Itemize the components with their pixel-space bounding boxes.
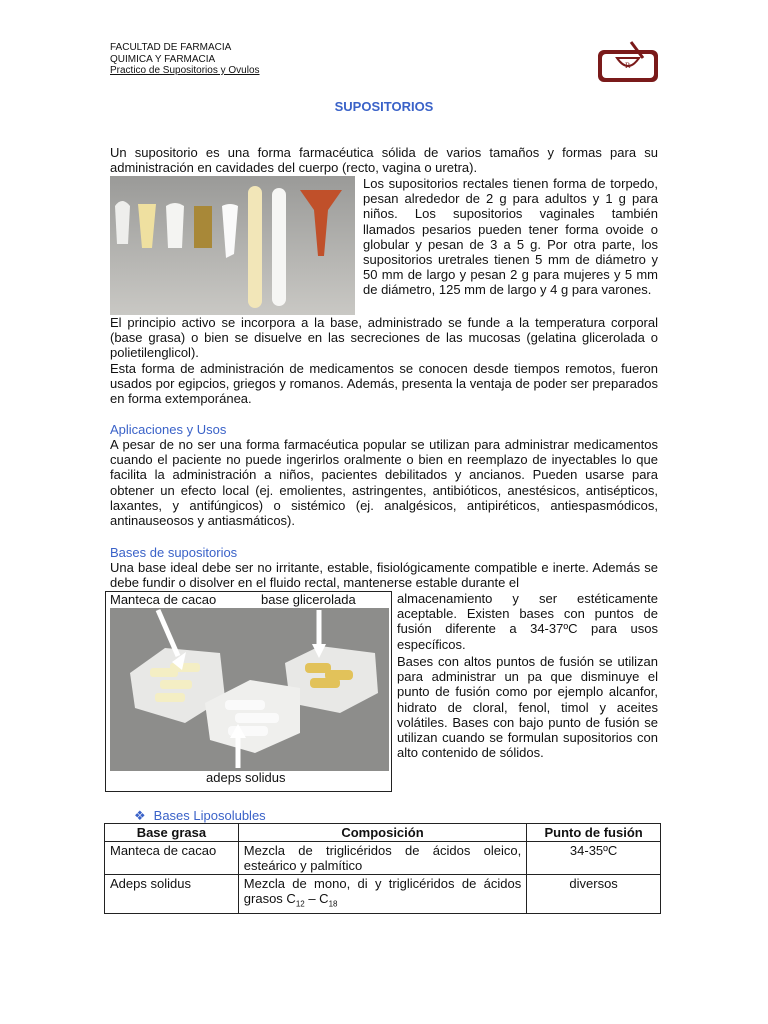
- liposolubles-heading: [134, 808, 266, 824]
- pharmacy-logo: [597, 40, 659, 83]
- header-block: [110, 42, 260, 77]
- page-title: SUPOSITORIOS: [334, 99, 434, 114]
- column-header: Base grasa: [105, 824, 239, 842]
- cell-base: Adeps solidus: [105, 875, 239, 914]
- cell-composicion: [238, 875, 526, 914]
- bases-heading: Bases de supositorios: [110, 545, 238, 560]
- header-course: Practico de Supositorios y Ovulos: [110, 65, 260, 76]
- label-base-glicerolada: base glicerolada: [261, 592, 356, 607]
- logo-rx: R: [625, 61, 631, 70]
- intro-paragraph-4: Esta forma de administración de medicamentos se conocen desde tiempos remotos, fueron usados por egipcios, griegos y romanos. Además, presenta la ventaja de poder ser preparados en forma extemporánea.: [110, 361, 658, 407]
- bases-photo: [110, 608, 389, 776]
- subscript-12: 12: [295, 899, 305, 909]
- header-department: QUIMICA Y FARMACIA: [110, 53, 216, 65]
- bases-text-2: almacenamiento y ser estéticamente aceptable. Existen bases con puntos de fusión diferente a 34-37ºC para usos específicos.: [397, 591, 658, 652]
- bases-text-1: Una base ideal debe ser no irritante, estable, fisiológicamente compatible e inerte. Además se debe fundir o disolver en el fluido rectal, mantenerse estable durante el: [110, 560, 658, 591]
- subscript-18: 18: [328, 899, 338, 909]
- intro-paragraph-1: Un supositorio es una forma farmacéutica sólida de varios tamaños y formas para su administración en cavidades del cuerpo (recto, vagina o uretra).: [110, 145, 658, 176]
- aplicaciones-text: A pesar de no ser una forma farmacéutica popular se utilizan para administrar medicamentos cuando el paciente no puede ingerirlos oralmente o bien en reemplazo de inyectables lo que facilita la administración a niños, pacientes debilitados y ancianos. Pueden usarse para obtener un efecto local (ej. emolientes, astringentes, antibióticos, anestésicos, antisépticos, laxantes, y antifúngicos) o sistémico (ej. analgésicos, antipiréticos, antiespasmódicos, antinauseosos y antiasmáticos).: [110, 437, 658, 529]
- composicion-text: Mezcla de mono, di y triglicéridos de ácidos grasos C: [243, 876, 522, 906]
- column-header: Composición: [238, 824, 526, 842]
- table-row: [105, 875, 661, 914]
- column-header: Punto de fusión: [527, 824, 661, 842]
- bases-text-3: Bases con altos puntos de fusión se utilizan para administrar un pa que disminuye el punto de fusión como por ejemplo alcanfor, hidrato de cloral, fenol, timol y aceites volátiles. Bases con bajo punto de fusión se utilizan cuando se formulan supositorios con alto contenido de sólidos.: [397, 654, 658, 761]
- header-faculty: FACULTAD DE FARMACIA: [110, 42, 232, 53]
- suppositories-photo: [110, 176, 355, 315]
- cell-punto-fusion: diversos: [527, 875, 661, 914]
- intro-paragraph-2: Los supositorios rectales tienen forma de torpedo, pesan alrededor de 2 g para adultos y 1 g para niños. Los supositorios vaginales también llamados pesarios pueden tener forma ovoide o globular y pesan de 3 a 5 g. Por otra parte, los supositorios uretrales tienen 5 mm de diámetro y 50 mm de largo y pesan 2 g para mujeres y 5 mm de diámetro, 125 mm de largo y 4 g para varones.: [363, 176, 658, 298]
- liposolubles-heading-label: Bases Liposolubles: [153, 808, 266, 823]
- label-adeps-solidus: adeps solidus: [206, 770, 286, 785]
- table-header-row: [105, 824, 661, 842]
- intro-paragraph-3: El principio activo se incorpora a la base, administrado se funde a la temperatura corporal (base grasa) o bien se disuelve en las secreciones de las mucosas (gelatina glicerolada o polietilenglicol).: [110, 315, 658, 361]
- cell-punto-fusion: 34-35ºC: [527, 842, 661, 875]
- liposolubles-table: [104, 823, 661, 914]
- composicion-dash: – C: [304, 891, 329, 906]
- label-manteca-cacao: Manteca de cacao: [110, 592, 217, 607]
- table-row: [105, 842, 661, 875]
- cell-composicion: Mezcla de triglicéridos de ácidos oleico, esteárico y palmítico: [238, 842, 526, 875]
- diamond-bullet-icon: ❖: [134, 808, 146, 823]
- cell-base: Manteca de cacao: [105, 842, 239, 875]
- bases-photo-frame: [105, 591, 392, 792]
- aplicaciones-heading: Aplicaciones y Usos: [110, 422, 227, 437]
